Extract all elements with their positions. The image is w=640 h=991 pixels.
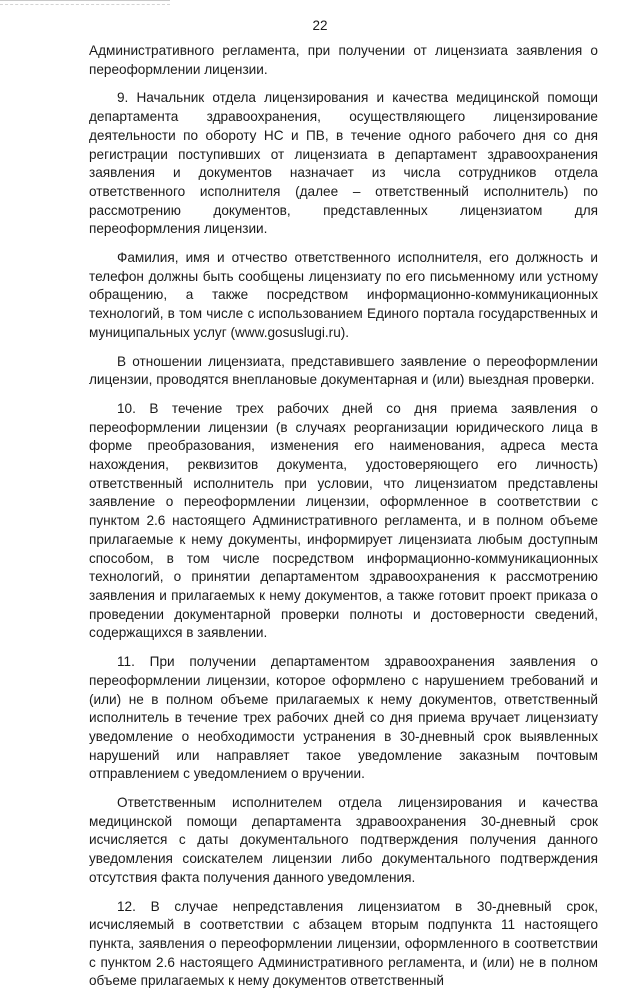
paragraph-item-12: 12. В случае непредставления лицензиатом в 30-дневный срок, исчисляемый в соответствии с абзацем вторым подпункта 11 настоящего пункта, заявления о переоформлении лицензии, оформленного в соответствии с пунктом 2.6 настоящего Административного регламента, и (или) не в полном объеме прилагаемых к нему документов ответственный (89, 898, 598, 989)
scan-artifact (0, 0, 170, 5)
page-number: 22 (312, 18, 328, 33)
document-body (89, 42, 598, 991)
paragraph-deadline: Ответственным исполнителем отдела лицензирования и качества медицинской помощи департамента здравоохранения 30-дневный срок исчисляется с даты документального подтверждения получения данного уведомления соискателем лицензии либо документального подтверждения отсутствия факта получения данного уведомления. (89, 795, 598, 885)
paragraph-item-10: 10. В течение трех рабочих дней со дня приема заявления о переоформлении лицензии (в случаях реорганизации юридического лица в форме преобразования, изменения его наименования, адреса места нахождения, реквизитов документа, удостоверяющего его личность) ответственный исполнитель при условии, что лицензиатом представлены заявление о переоформлении лицензии, оформленное в соответствии с пунктом 2.6 настоящего Административного регламента, и в полном объеме прилагаемые к нему документы, информирует лицензиата любым доступным способом, в том числе посредством информационно-коммуникационных технологий, о принятии департаментом здравоохранения к рассмотрению заявления и прилагаемых к нему документов, а также готовит проект приказа о проведении документарной проверки полноты и достоверности сведений, содержащихся в заявлении. (89, 400, 598, 641)
paragraph-item-9: 9. Начальник отдела лицензирования и качества медицинской помощи департамента здравоохранения, осуществляющего лицензирование деятельности по обороту НС и ПВ, в течение одного рабочего дня со дня регистрации поступивших от лицензиата в департамент здравоохранения заявления и документов назначает из числа сотрудников отдела ответственного исполнителя (далее – ответственный исполнитель) по рассмотрению документов, представленных лицензиатом для переоформления лицензии. (89, 90, 598, 237)
paragraph-continuation: Административного регламента, при получении от лицензиата заявления о переоформлении лицензии. (89, 43, 598, 77)
paragraph-inspections: В отношении лицензиата, представившего заявление о переоформлении лицензии, проводятся внеплановые документарная и (или) выездная проверки. (89, 353, 598, 388)
paragraph-item-11: 11. При получении департаментом здравоохранения заявления о переоформлении лицензии, которое оформлено с нарушением требований и (или) не в полном объеме прилагаемых к нему документов, ответственный исполнитель в течение трех рабочих дней со дня приема вручает лицензиату уведомление о необходимости устранения в 30-дневный срок выявленных нарушений или направляет такое уведомление заказным почтовым отправлением с уведомлением о вручении. (89, 654, 598, 782)
paragraph-contact-info: Фамилия, имя и отчество ответственного исполнителя, его должность и телефон должны быть сообщены лицензиату по его письменному или устному обращению, а также посредством информационно-коммуникационных технологий, в том числе с использованием Единого портала государственных и муниципальных услуг (www.gosuslugi.ru). (89, 250, 598, 340)
